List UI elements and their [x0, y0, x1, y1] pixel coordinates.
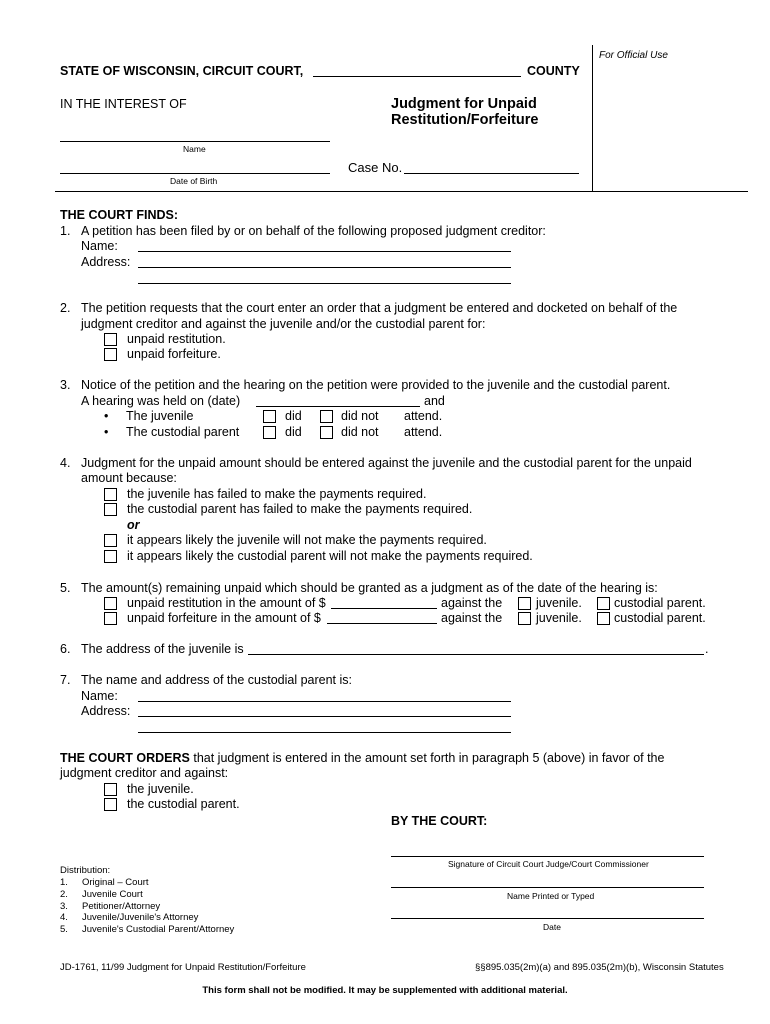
parent-failed-checkbox[interactable] [104, 503, 117, 516]
order-parent-checkbox[interactable] [104, 798, 117, 811]
restitution-amount-checkbox[interactable] [104, 597, 117, 610]
p5-line1: The amount(s) remaining unpaid which should be granted as a judgment as of the date of the hearing is: [81, 581, 658, 595]
p4-line2: amount because: [81, 471, 177, 485]
form-id: JD-1761, 11/99 Judgment for Unpaid Restitution/Forfeiture [60, 962, 306, 973]
attend-label: attend. [404, 425, 443, 439]
p6-period: . [705, 642, 709, 656]
juvenile-likely-checkbox[interactable] [104, 534, 117, 547]
restitution-parent-checkbox[interactable] [597, 597, 610, 610]
juvenile-did-not-checkbox[interactable] [320, 410, 333, 423]
form-title-line1: Judgment for Unpaid [391, 96, 537, 112]
forfeiture-parent-checkbox[interactable] [597, 612, 610, 625]
creditor-address-label: Address: [81, 255, 131, 269]
item-number: 6. [60, 642, 71, 656]
creditor-address-field[interactable] [138, 267, 511, 268]
date-of-birth-field[interactable] [60, 173, 330, 174]
forfeiture-amount-checkbox[interactable] [104, 612, 117, 625]
unpaid-forfeiture-label: unpaid forfeiture. [127, 347, 221, 361]
item-number: 4. [60, 456, 71, 470]
name-caption: Name [183, 144, 206, 154]
order-parent-label: the custodial parent. [127, 797, 240, 811]
juvenile-label: juvenile. [536, 596, 582, 610]
and-label: and [424, 394, 445, 408]
header-bottom-rule [55, 191, 748, 192]
official-use-label: For Official Use [599, 50, 668, 61]
parent-likely-checkbox[interactable] [104, 550, 117, 563]
signature-caption: Signature of Circuit Court Judge/Court Commissioner [448, 859, 649, 869]
item-number: 5. [60, 581, 71, 595]
p4-line1: Judgment for the unpaid amount should be entered against the juvenile and the custodial parent for the unpaid [81, 456, 692, 470]
name-printed-caption: Name Printed or Typed [507, 891, 595, 901]
parent-address-field-2[interactable] [138, 732, 511, 733]
juvenile-name-field[interactable] [60, 141, 330, 142]
unpaid-forfeiture-checkbox[interactable] [104, 348, 117, 361]
parent-name-label: Name: [81, 689, 118, 703]
case-no-label: Case No. [348, 160, 403, 175]
restitution-juvenile-checkbox[interactable] [518, 597, 531, 610]
list-item: 3. Petitioner/Attorney [60, 900, 161, 912]
against-label: against the [441, 596, 503, 610]
court-finds-heading: THE COURT FINDS: [60, 208, 179, 222]
modification-notice: This form shall not be modified. It may be supplemented with additional material. [202, 985, 568, 996]
list-item: 5. Juvenile's Custodial Parent/Attorney [60, 924, 235, 936]
item-number: 3. [60, 378, 71, 392]
p6-text: The address of the juvenile is [81, 642, 244, 656]
dob-caption: Date of Birth [170, 176, 218, 186]
forfeiture-amount-label: unpaid forfeiture in the amount of $ [127, 611, 321, 625]
creditor-address-field-2[interactable] [138, 283, 511, 284]
court-orders-line2: judgment creditor and against: [60, 766, 229, 780]
item-number: 1. [60, 224, 71, 238]
p7-text: The name and address of the custodial parent is: [81, 673, 352, 687]
name-printed-field[interactable] [391, 887, 704, 888]
list-item: 4. Juvenile/Juvenile's Attorney [60, 912, 199, 924]
juvenile-failed-checkbox[interactable] [104, 488, 117, 501]
p2-line1: The petition requests that the court enter an order that a judgment be entered and docketed on behalf of the [81, 301, 678, 315]
custodial-parent-label: custodial parent. [614, 611, 706, 625]
did-label: did [285, 425, 302, 439]
p1-text: A petition has been filed by or on behalf of the following proposed judgment creditor: [81, 224, 546, 238]
parent-did-not-checkbox[interactable] [320, 426, 333, 439]
parent-attend-label: The custodial parent [126, 425, 240, 439]
did-not-label: did not [341, 425, 379, 439]
forfeiture-juvenile-checkbox[interactable] [518, 612, 531, 625]
did-label: did [285, 409, 302, 423]
custodial-parent-label: custodial parent. [614, 596, 706, 610]
parent-failed-label: the custodial parent has failed to make the payments required. [127, 502, 473, 516]
parent-name-field[interactable] [138, 701, 511, 702]
order-juvenile-checkbox[interactable] [104, 783, 117, 796]
juvenile-likely-label: it appears likely the juvenile will not make the payments required. [127, 533, 487, 547]
date-caption: Date [543, 922, 561, 932]
distribution-list [60, 877, 234, 936]
hearing-date-label: A hearing was held on (date) [81, 394, 241, 408]
unpaid-restitution-checkbox[interactable] [104, 333, 117, 346]
or-label: or [127, 518, 140, 532]
did-not-label: did not [341, 409, 379, 423]
forfeiture-amount-field[interactable] [327, 623, 437, 624]
item-number: 2. [60, 301, 71, 315]
restitution-amount-label: unpaid restitution in the amount of $ [127, 596, 326, 610]
p2-line2: judgment creditor and against the juvenile and/or the custodial parent for: [81, 317, 486, 331]
juvenile-failed-label: the juvenile has failed to make the payments required. [127, 487, 427, 501]
court-orders-line1 [60, 750, 664, 766]
parent-address-field[interactable] [138, 716, 511, 717]
court-orders-heading: THE COURT ORDERS [60, 751, 190, 765]
parent-likely-label: it appears likely the custodial parent will not make the payments required. [127, 549, 533, 563]
parent-did-checkbox[interactable] [263, 426, 276, 439]
case-no-field[interactable] [404, 173, 579, 174]
list-item: 2. Juvenile Court [60, 888, 143, 900]
juvenile-address-field[interactable] [248, 654, 704, 655]
in-interest-label: IN THE INTEREST OF [60, 97, 187, 111]
hearing-date-field[interactable] [256, 406, 420, 407]
statutes: §§895.035(2m)(a) and 895.035(2m)(b), Wisconsin Statutes [475, 962, 724, 973]
county-field[interactable] [313, 76, 521, 77]
creditor-name-field[interactable] [138, 251, 511, 252]
against-label: against the [441, 611, 503, 625]
by-the-court-label: BY THE COURT: [391, 814, 488, 828]
juvenile-label: juvenile. [536, 611, 582, 625]
restitution-amount-field[interactable] [331, 608, 437, 609]
official-use-divider [592, 45, 593, 191]
bullet: • [104, 425, 109, 439]
item-number: 7. [60, 673, 71, 687]
date-field[interactable] [391, 918, 704, 919]
attend-label: attend. [404, 409, 443, 423]
distribution-title: Distribution: [60, 865, 111, 876]
bullet: • [104, 409, 109, 423]
order-juvenile-label: the juvenile. [127, 782, 194, 796]
county-label: COUNTY [527, 64, 580, 78]
parent-address-label: Address: [81, 704, 131, 718]
state-court-label: STATE OF WISCONSIN, CIRCUIT COURT, [60, 64, 304, 78]
list-item: 1. Original – Court [60, 877, 149, 888]
unpaid-restitution-label: unpaid restitution. [127, 332, 226, 346]
court-orders-text: that judgment is entered in the amount set forth in paragraph 5 (above) in favor of the [189, 751, 665, 765]
juvenile-attend-label: The juvenile [126, 409, 194, 423]
juvenile-did-checkbox[interactable] [263, 410, 276, 423]
form-title-line2: Restitution/Forfeiture [391, 112, 539, 128]
p3-line1: Notice of the petition and the hearing on the petition were provided to the juvenile and the custodial parent. [81, 378, 671, 392]
creditor-name-label: Name: [81, 239, 118, 253]
signature-field[interactable] [391, 856, 704, 857]
